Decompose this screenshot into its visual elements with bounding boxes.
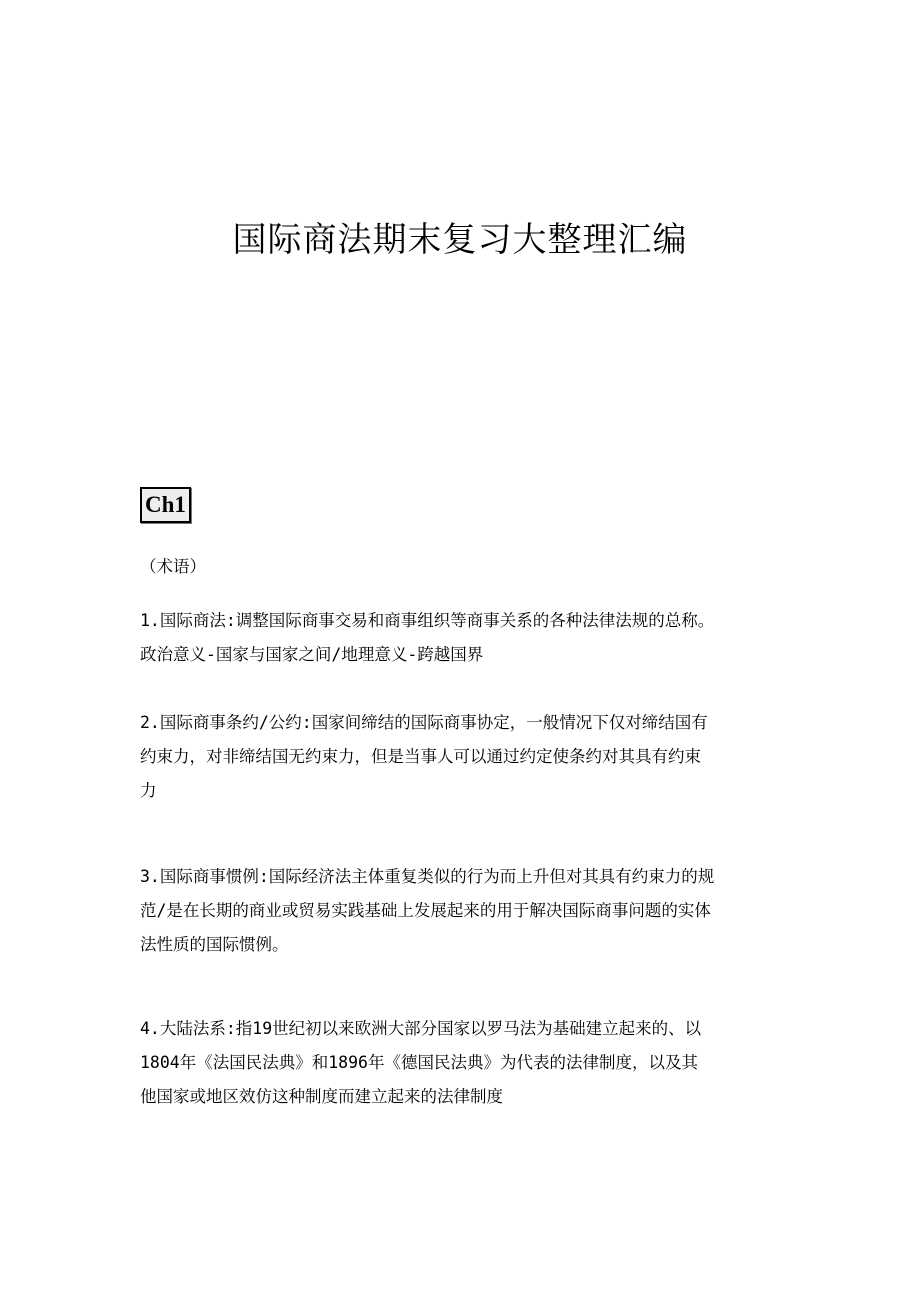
term-item-4 xyxy=(140,1012,785,1114)
text-line: 他国家或地区效仿这种制度而建立起来的法律制度 xyxy=(140,1087,503,1106)
text-line: 3.国际商事惯例:国际经济法主体重复类似的行为而上升但对其具有约束力的规 xyxy=(140,867,715,886)
term-item-1 xyxy=(140,604,785,672)
text-line: 1804年《法国民法典》和1896年《德国民法典》为代表的法律制度，以及其 xyxy=(140,1053,698,1072)
text-line: 4.大陆法系:指19世纪初以来欧洲大部分国家以罗马法为基础建立起来的、以 xyxy=(140,1019,702,1038)
section-label: （术语） xyxy=(140,557,206,576)
term-item-3 xyxy=(140,860,785,962)
text-line: 1.国际商法:调整国际商事交易和商事组织等商事关系的各种法律法规的总称。 xyxy=(140,611,715,630)
text-line: 法性质的国际惯例。 xyxy=(140,935,289,954)
text-line: 政治意义-国家与国家之间/地理意义-跨越国界 xyxy=(140,645,484,664)
chapter-heading: Ch1 xyxy=(140,487,191,523)
term-item-2 xyxy=(140,706,785,808)
text-line: 范/是在长期的商业或贸易实践基础上发展起来的用于解决国际商事问题的实体 xyxy=(140,901,711,920)
text-line: 2.国际商事条约/公约:国家间缔结的国际商事协定，一般情况下仅对缔结国有 xyxy=(140,713,708,732)
text-line: 力 xyxy=(140,781,157,800)
document-title: 国际商法期末复习大整理汇编 xyxy=(232,220,688,260)
text-line: 约束力，对非缔结国无约束力，但是当事人可以通过约定使条约对其具有约束 xyxy=(140,747,701,766)
